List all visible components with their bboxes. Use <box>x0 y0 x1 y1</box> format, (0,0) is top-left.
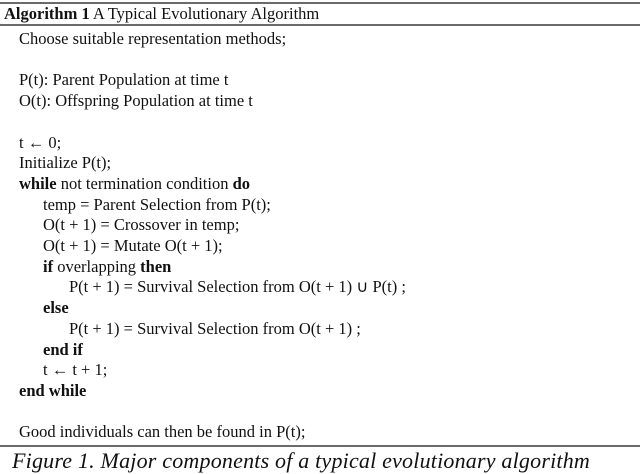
algorithm-line: while not termination condition do <box>19 173 251 193</box>
algorithm-line: t ← t + 1; <box>43 360 108 380</box>
keyword: else <box>43 298 69 318</box>
figure-caption: Figure 1. Major components of a typical evolutionary algorithm <box>12 448 591 473</box>
header-rule <box>0 24 640 26</box>
algorithm-label: Algorithm 1 <box>4 4 90 23</box>
algorithm-line: Choose suitable representation methods; <box>19 29 287 48</box>
algorithm-line: P(t + 1) = Survival Selection from O(t + 1) ; <box>69 318 361 338</box>
algorithm-line: P(t + 1) = Survival Selection from O(t + 1) ∪ P(t) ; <box>69 277 406 297</box>
algorithm-line <box>19 381 86 401</box>
algorithm-line: temp = Parent Selection from P(t); <box>43 194 271 214</box>
algorithm-line: O(t + 1) = Mutate O(t + 1); <box>43 236 223 255</box>
algorithm-title <box>4 4 319 24</box>
algorithm-line: P(t): Parent Population at time t <box>19 70 229 90</box>
keyword: then <box>136 256 172 276</box>
bottom-rule <box>0 445 640 447</box>
keyword: do <box>228 173 251 193</box>
algorithm-name: A Typical Evolutionary Algorithm <box>92 4 320 23</box>
algorithm-line: Initialize P(t); <box>19 153 112 173</box>
algorithm-line <box>43 298 69 318</box>
keyword: end if <box>43 339 83 359</box>
keyword: while <box>19 173 57 193</box>
algorithm-line: O(t + 1) = Crossover in temp; <box>43 215 240 235</box>
algorithm-line: t ← 0; <box>19 132 62 152</box>
keyword: end while <box>19 380 87 400</box>
algorithm-line <box>43 340 83 360</box>
algorithm-line: Good individuals can then be found in P(t); <box>19 422 306 442</box>
keyword: if <box>43 256 54 276</box>
algorithm-line: if overlapping then <box>43 256 172 276</box>
algorithm-line: O(t): Offspring Population at time t <box>19 91 253 111</box>
